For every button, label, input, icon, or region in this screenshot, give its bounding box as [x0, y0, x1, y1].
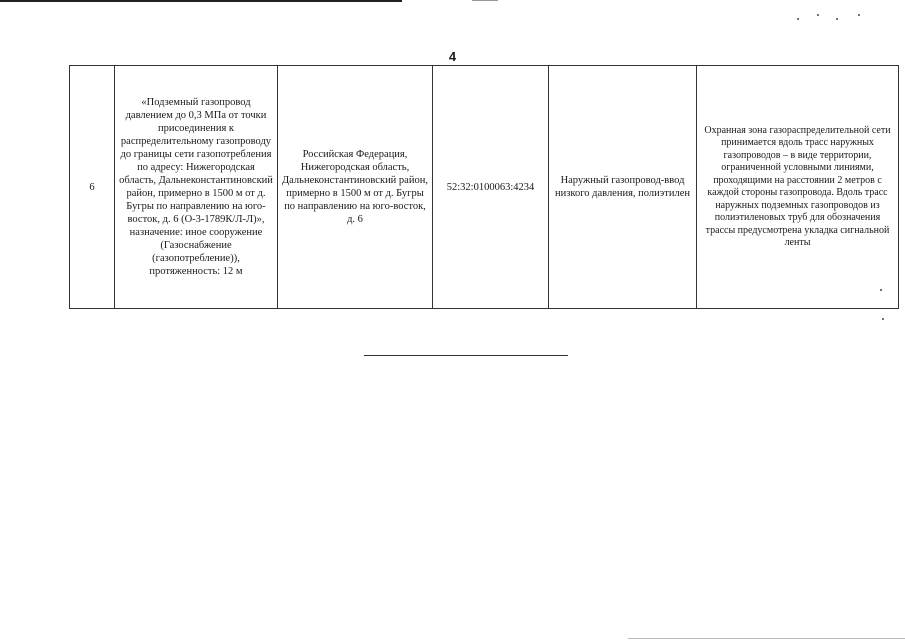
object-name-cell: «Подземный газопровод давлением до 0,3 МПа от точки присоединения к распределительному газопроводу до границы сети газопотребления по адресу: Нижегородская область, Дальнеконстантиновский район, примерно в 1500 м от д. Бугры по направлению на юго-восток, д. 6 (О-3-1789К/Л-Л)», назначение: иное сооружение (Газоснабжение (газопотребление)), протяженность: 12 м: [115, 66, 278, 309]
description-cell: Наружный газопровод-ввод низкого давления, полиэтилен: [549, 66, 697, 309]
register-table: [69, 65, 899, 309]
scan-speck: [836, 18, 838, 20]
top-rule-fragment: [472, 0, 498, 1]
row-number-cell: 6: [70, 66, 115, 309]
page-number: 4: [448, 49, 457, 64]
top-rule: [0, 0, 402, 2]
scan-speck: [817, 14, 819, 16]
cadastral-number-cell: 52:32:0100063:4234: [433, 66, 549, 309]
scan-speck: [797, 18, 799, 20]
protection-zone-cell: Охранная зона газораспределительной сети принимается вдоль трасс наружных газопроводов – в виде территории, ограниченной условными линиями, проходящими на расстоянии 2 метров с каждой стороны газопровода. Вдоль трасс наружных подземных газопроводов из полиэтиленовых труб для обозначения трассы предусмотрена укладка сигнальной ленты: [697, 66, 899, 309]
scan-speck: [882, 318, 884, 320]
scan-edge-rule: [628, 638, 905, 639]
table-row: [70, 66, 899, 309]
location-cell: Российская Федерация, Нижегородская область, Дальнеконстантиновский район, примерно в 1500 м от д. Бугры по направлению на юго-восток, д. 6: [278, 66, 433, 309]
scan-speck: [858, 14, 860, 16]
closing-rule: [364, 355, 568, 356]
